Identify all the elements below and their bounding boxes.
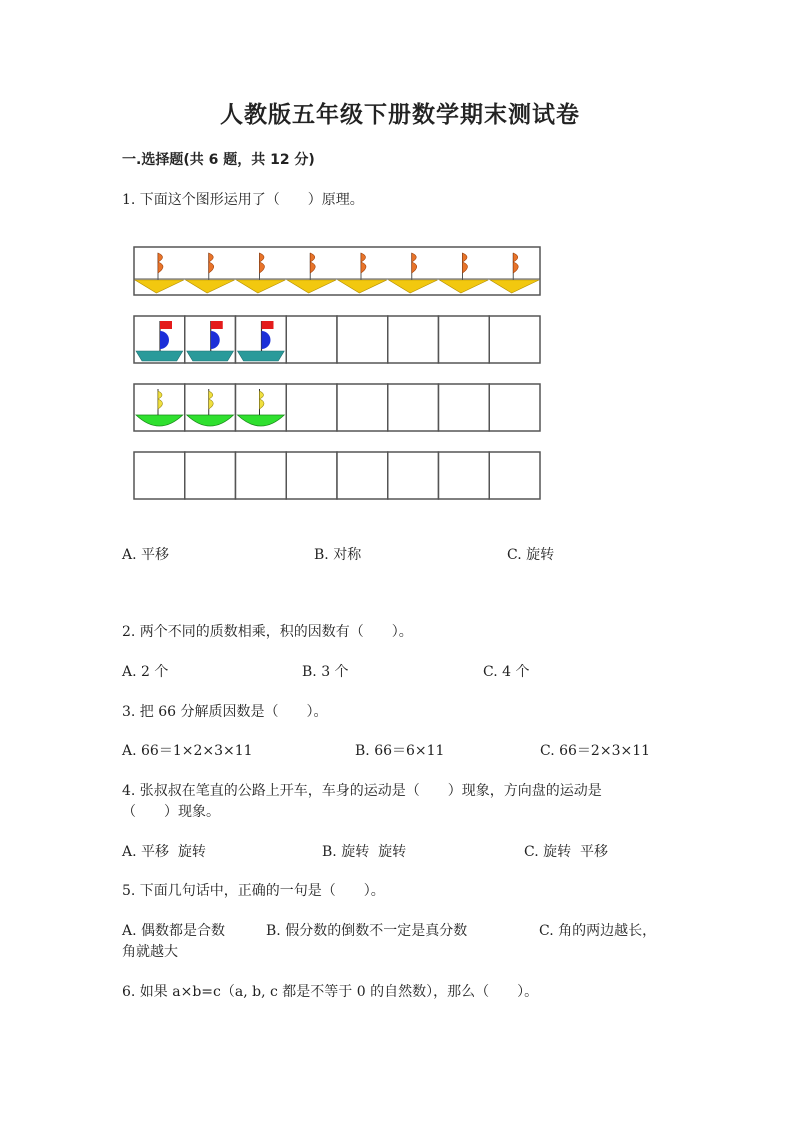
question-4-line-2: （ ）现象。 <box>122 804 220 820</box>
q5-option-c[interactable]: C. 角的两边越长， <box>539 923 657 939</box>
q5-option-b[interactable]: B. 假分数的倒数不一定是真分数 <box>266 923 468 939</box>
grid-cell <box>134 452 185 499</box>
q4-option-b[interactable]: B. 旋转 旋转 <box>322 844 407 860</box>
grid-cell <box>286 384 337 431</box>
grid-cell <box>286 316 337 363</box>
boat-hull <box>136 351 183 361</box>
q2-option-a[interactable]: A. 2 个 <box>122 664 169 680</box>
q1-option-b[interactable]: B. 对称 <box>314 547 362 563</box>
q1-option-a[interactable]: A. 平移 <box>122 547 170 563</box>
grid-cell <box>439 316 490 363</box>
row-4-empty-cells <box>134 452 540 499</box>
grid-cell <box>185 452 236 499</box>
boat-flag <box>262 321 274 329</box>
question-5: 5. 下面几句话中，正确的一句是（ ）。 <box>122 883 385 899</box>
question-3: 3. 把 66 分解质因数是（ ）。 <box>122 704 328 720</box>
grid-cell <box>337 384 388 431</box>
grid-cell <box>388 384 439 431</box>
q4-option-a[interactable]: A. 平移 旋转 <box>122 844 206 860</box>
boat-pattern-figure <box>130 243 542 503</box>
boat-flag <box>211 321 223 329</box>
grid-cell <box>489 316 540 363</box>
row-2-blue-boats <box>134 316 540 363</box>
grid-cell <box>439 384 490 431</box>
question-2: 2. 两个不同的质数相乘，积的因数有（ ）。 <box>122 624 413 640</box>
grid-cell <box>236 452 287 499</box>
question-4-line-1: 4. 张叔叔在笔直的公路上开车，车身的运动是（ ）现象，方向盘的运动是 <box>122 783 602 799</box>
boat-hull <box>238 351 285 361</box>
question-6: 6. 如果 a×b=c（a, b, c 都是不等于 0 的自然数），那么（ ）。 <box>122 984 539 1000</box>
grid-cell <box>286 452 337 499</box>
section-heading: 一.选择题(共 6 题，共 12 分) <box>122 152 315 168</box>
grid-cell <box>439 452 490 499</box>
grid-cell <box>489 452 540 499</box>
q2-option-b[interactable]: B. 3 个 <box>302 664 349 680</box>
grid-cell <box>388 452 439 499</box>
q3-option-a[interactable]: A. 66＝1×2×3×11 <box>122 743 253 759</box>
q1-option-c[interactable]: C. 旋转 <box>507 547 555 563</box>
grid-cell <box>388 316 439 363</box>
grid-cell <box>337 452 388 499</box>
q3-option-b[interactable]: B. 66＝6×11 <box>355 743 445 759</box>
grid-cell <box>337 316 388 363</box>
q2-option-c[interactable]: C. 4 个 <box>483 664 530 680</box>
page-title: 人教版五年级下册数学期末测试卷 <box>220 102 580 128</box>
grid-cell <box>489 384 540 431</box>
row-1-orange-boats <box>134 247 540 295</box>
boat-flag <box>160 321 172 329</box>
question-1: 1. 下面这个图形运用了（ ）原理。 <box>122 192 364 208</box>
q5-option-c-continued: 角就越大 <box>122 944 178 960</box>
q3-option-c[interactable]: C. 66＝2×3×11 <box>540 743 651 759</box>
q5-option-a[interactable]: A. 偶数都是合数 <box>122 923 226 939</box>
q4-option-c[interactable]: C. 旋转 平移 <box>524 844 609 860</box>
row-3-green-boats <box>134 384 540 431</box>
boat-hull <box>187 351 234 361</box>
